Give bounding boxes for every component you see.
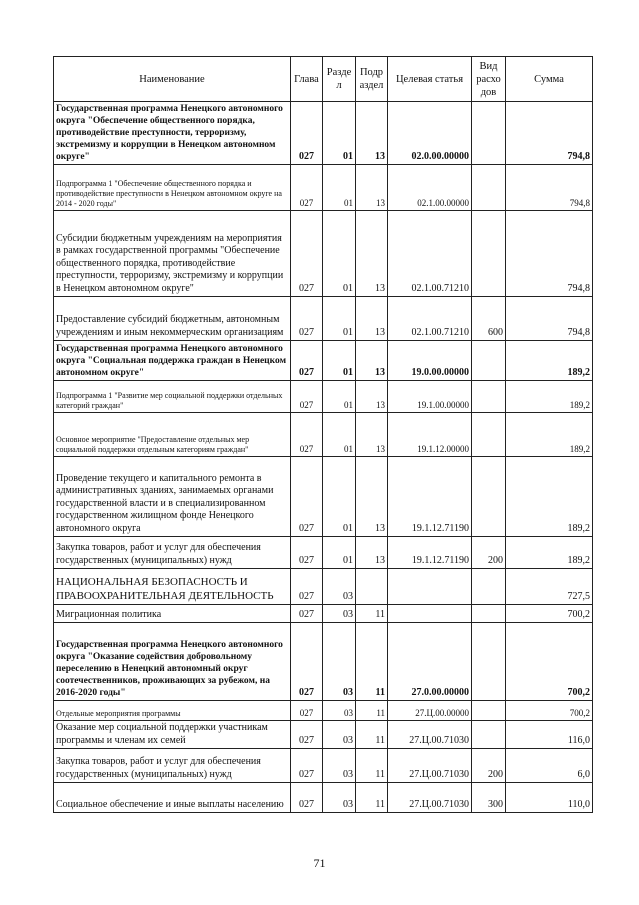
table-cell-name: Социальное обеспечение и иные выплаты населению xyxy=(54,783,291,813)
table-cell-name: Проведение текущего и капитального ремонта в административных зданиях, занимаемых органами государственной власти и в специализированном государственном жилищном фонде Ненецкого автономного округа xyxy=(54,457,291,537)
table-row xyxy=(54,623,593,701)
table-row xyxy=(54,569,593,605)
table-cell-sum: 700,2 xyxy=(506,623,593,701)
table-cell-razdel: 01 xyxy=(323,211,356,297)
table-cell-sum: 794,8 xyxy=(506,165,593,211)
table-cell-name: Государственная программа Ненецкого автономного округа "Обеспечение общественного порядка, противодействие преступности, терроризму, экстремизму и коррупции в Ненецком автономном округе" xyxy=(54,102,291,165)
table-cell-vid xyxy=(472,381,506,413)
table-cell-vid xyxy=(472,413,506,457)
table-cell-podrazdel: 11 xyxy=(356,701,388,721)
table-cell-razdel: 03 xyxy=(323,569,356,605)
table-cell-name: Государственная программа Ненецкого автономного округа "Социальная поддержка граждан в Ненецком автономном округе" xyxy=(54,341,291,381)
table-row xyxy=(54,783,593,813)
table-cell-glava: 027 xyxy=(291,297,323,341)
table-cell-glava: 027 xyxy=(291,165,323,211)
table-cell-podrazdel: 13 xyxy=(356,413,388,457)
table-cell-glava: 027 xyxy=(291,381,323,413)
table-cell-target: 27.Ц.00.71030 xyxy=(388,721,472,749)
table-cell-name: Субсидии бюджетным учреждениям на мероприятия в рамках государственной программы "Обеспечение общественного порядка, противодействие преступности, терроризму, экстремизму и коррупции в Ненецком автономном округе" xyxy=(54,211,291,297)
col-header-podrazdel: Подр аздел xyxy=(356,57,388,102)
table-cell-target: 02.1.00.71210 xyxy=(388,297,472,341)
table-cell-vid: 200 xyxy=(472,749,506,783)
table-cell-target: 19.1.12.71190 xyxy=(388,537,472,569)
table-cell-sum: 110,0 xyxy=(506,783,593,813)
table-cell-name: Закупка товаров, работ и услуг для обеспечения государственных (муниципальных) нужд xyxy=(54,537,291,569)
table-cell-sum: 189,2 xyxy=(506,413,593,457)
table-cell-razdel: 03 xyxy=(323,605,356,623)
table-row xyxy=(54,537,593,569)
table-cell-podrazdel: 13 xyxy=(356,211,388,297)
table-cell-glava: 027 xyxy=(291,102,323,165)
table-cell-sum: 700,2 xyxy=(506,701,593,721)
table-cell-razdel: 03 xyxy=(323,623,356,701)
header-row xyxy=(54,57,593,102)
table-row xyxy=(54,413,593,457)
table-cell-razdel: 01 xyxy=(323,381,356,413)
table-cell-glava: 027 xyxy=(291,749,323,783)
table-cell-glava: 027 xyxy=(291,701,323,721)
table-cell-razdel: 01 xyxy=(323,413,356,457)
table-cell-vid xyxy=(472,102,506,165)
table-cell-podrazdel: 13 xyxy=(356,297,388,341)
table-cell-target: 02.1.00.00000 xyxy=(388,165,472,211)
table-row xyxy=(54,605,593,623)
table-cell-razdel: 01 xyxy=(323,457,356,537)
table-cell-sum: 794,8 xyxy=(506,211,593,297)
table-cell-podrazdel: 11 xyxy=(356,605,388,623)
table-cell-vid: 600 xyxy=(472,297,506,341)
table-cell-podrazdel: 11 xyxy=(356,783,388,813)
table-cell-razdel: 01 xyxy=(323,165,356,211)
table-cell-sum: 189,2 xyxy=(506,341,593,381)
budget-table xyxy=(53,56,593,813)
table-row xyxy=(54,749,593,783)
table-row xyxy=(54,211,593,297)
table-cell-name: Подпрограмма 1 "Развитие мер социальной поддержки отдельных категорий граждан" xyxy=(54,381,291,413)
table-cell-name: Государственная программа Ненецкого автономного округа "Оказание содействия добровольному переселению в Ненецкий автономный округ соотечественников, проживающих за рубежом, на 2016-2020 годы" xyxy=(54,623,291,701)
table-cell-podrazdel: 13 xyxy=(356,457,388,537)
col-header-target: Целевая статья xyxy=(388,57,472,102)
table-cell-target: 19.1.00.00000 xyxy=(388,381,472,413)
table-cell-sum: 700,2 xyxy=(506,605,593,623)
table-cell-podrazdel: 13 xyxy=(356,537,388,569)
table-cell-target: 02.1.00.71210 xyxy=(388,211,472,297)
table-cell-glava: 027 xyxy=(291,413,323,457)
table-row xyxy=(54,701,593,721)
table-cell-razdel: 03 xyxy=(323,783,356,813)
col-header-glava: Глава xyxy=(291,57,323,102)
table-cell-name: Подпрограмма 1 "Обеспечение общественного порядка и противодействие преступности в Ненецком автономном округе на 2014 - 2020 годы" xyxy=(54,165,291,211)
table-cell-glava: 027 xyxy=(291,623,323,701)
table-cell-podrazdel: 11 xyxy=(356,749,388,783)
table-cell-name: Основное мероприятие "Предоставление отдельных мер социальной поддержки отдельным категориям граждан" xyxy=(54,413,291,457)
table-cell-sum: 189,2 xyxy=(506,457,593,537)
table-cell-podrazdel: 13 xyxy=(356,381,388,413)
table-cell-vid: 200 xyxy=(472,537,506,569)
table-cell-razdel: 01 xyxy=(323,297,356,341)
table-cell-glava: 027 xyxy=(291,721,323,749)
table-cell-target: 27.0.00.00000 xyxy=(388,623,472,701)
table-cell-vid xyxy=(472,457,506,537)
table-cell-podrazdel: 13 xyxy=(356,102,388,165)
table-row xyxy=(54,457,593,537)
table-cell-glava: 027 xyxy=(291,537,323,569)
table-cell-glava: 027 xyxy=(291,569,323,605)
table-row xyxy=(54,341,593,381)
table-cell-target xyxy=(388,569,472,605)
table-cell-vid xyxy=(472,165,506,211)
table-cell-name: Предоставление субсидий бюджетным, автономным учреждениям и иным некоммерческим организациям xyxy=(54,297,291,341)
col-header-razdel: Разде л xyxy=(323,57,356,102)
table-cell-glava: 027 xyxy=(291,211,323,297)
table-cell-vid xyxy=(472,623,506,701)
col-header-sum: Сумма xyxy=(506,57,593,102)
table-cell-glava: 027 xyxy=(291,783,323,813)
table-cell-name: Оказание мер социальной поддержки участникам программы и членам их семей xyxy=(54,721,291,749)
table-cell-sum: 794,8 xyxy=(506,297,593,341)
table-cell-vid xyxy=(472,569,506,605)
table-cell-razdel: 01 xyxy=(323,102,356,165)
col-header-vid: Вид расхо дов xyxy=(472,57,506,102)
table-cell-sum: 116,0 xyxy=(506,721,593,749)
table-cell-razdel: 01 xyxy=(323,537,356,569)
table-cell-vid xyxy=(472,701,506,721)
table-cell-podrazdel: 11 xyxy=(356,721,388,749)
table-row xyxy=(54,102,593,165)
table-cell-glava: 027 xyxy=(291,457,323,537)
table-cell-name: Миграционная политика xyxy=(54,605,291,623)
table-cell-glava: 027 xyxy=(291,605,323,623)
table-row xyxy=(54,721,593,749)
table-cell-glava: 027 xyxy=(291,341,323,381)
table-cell-target xyxy=(388,605,472,623)
table-cell-target: 19.0.00.00000 xyxy=(388,341,472,381)
table-cell-razdel: 03 xyxy=(323,721,356,749)
table-row xyxy=(54,297,593,341)
table-cell-razdel: 01 xyxy=(323,341,356,381)
table-cell-target: 27.Ц.00.71030 xyxy=(388,783,472,813)
table-cell-podrazdel: 11 xyxy=(356,623,388,701)
table-cell-target: 02.0.00.00000 xyxy=(388,102,472,165)
table-cell-target: 27.Ц.00.00000 xyxy=(388,701,472,721)
table-cell-name: Закупка товаров, работ и услуг для обеспечения государственных (муниципальных) нужд xyxy=(54,749,291,783)
table-cell-vid xyxy=(472,605,506,623)
table-cell-vid xyxy=(472,721,506,749)
table-cell-name: Отдельные мероприятия программы xyxy=(54,701,291,721)
table-cell-sum: 189,2 xyxy=(506,537,593,569)
col-header-name: Наименование xyxy=(54,57,291,102)
table-row xyxy=(54,381,593,413)
table-cell-podrazdel xyxy=(356,569,388,605)
table-cell-target: 19.1.12.00000 xyxy=(388,413,472,457)
table-cell-sum: 794,8 xyxy=(506,102,593,165)
table-cell-podrazdel: 13 xyxy=(356,165,388,211)
table-cell-vid: 300 xyxy=(472,783,506,813)
table-cell-sum: 727,5 xyxy=(506,569,593,605)
table-cell-sum: 6,0 xyxy=(506,749,593,783)
page-number: 71 xyxy=(313,856,326,870)
table-cell-target: 27.Ц.00.71030 xyxy=(388,749,472,783)
table-cell-vid xyxy=(472,211,506,297)
table-cell-podrazdel: 13 xyxy=(356,341,388,381)
table-cell-sum: 189,2 xyxy=(506,381,593,413)
table-cell-vid xyxy=(472,341,506,381)
table-cell-name: НАЦИОНАЛЬНАЯ БЕЗОПАСНОСТЬ И ПРАВООХРАНИТЕЛЬНАЯ ДЕЯТЕЛЬНОСТЬ xyxy=(54,569,291,605)
table-cell-target: 19.1.12.71190 xyxy=(388,457,472,537)
table-row xyxy=(54,165,593,211)
table-cell-razdel: 03 xyxy=(323,701,356,721)
table-cell-razdel: 03 xyxy=(323,749,356,783)
